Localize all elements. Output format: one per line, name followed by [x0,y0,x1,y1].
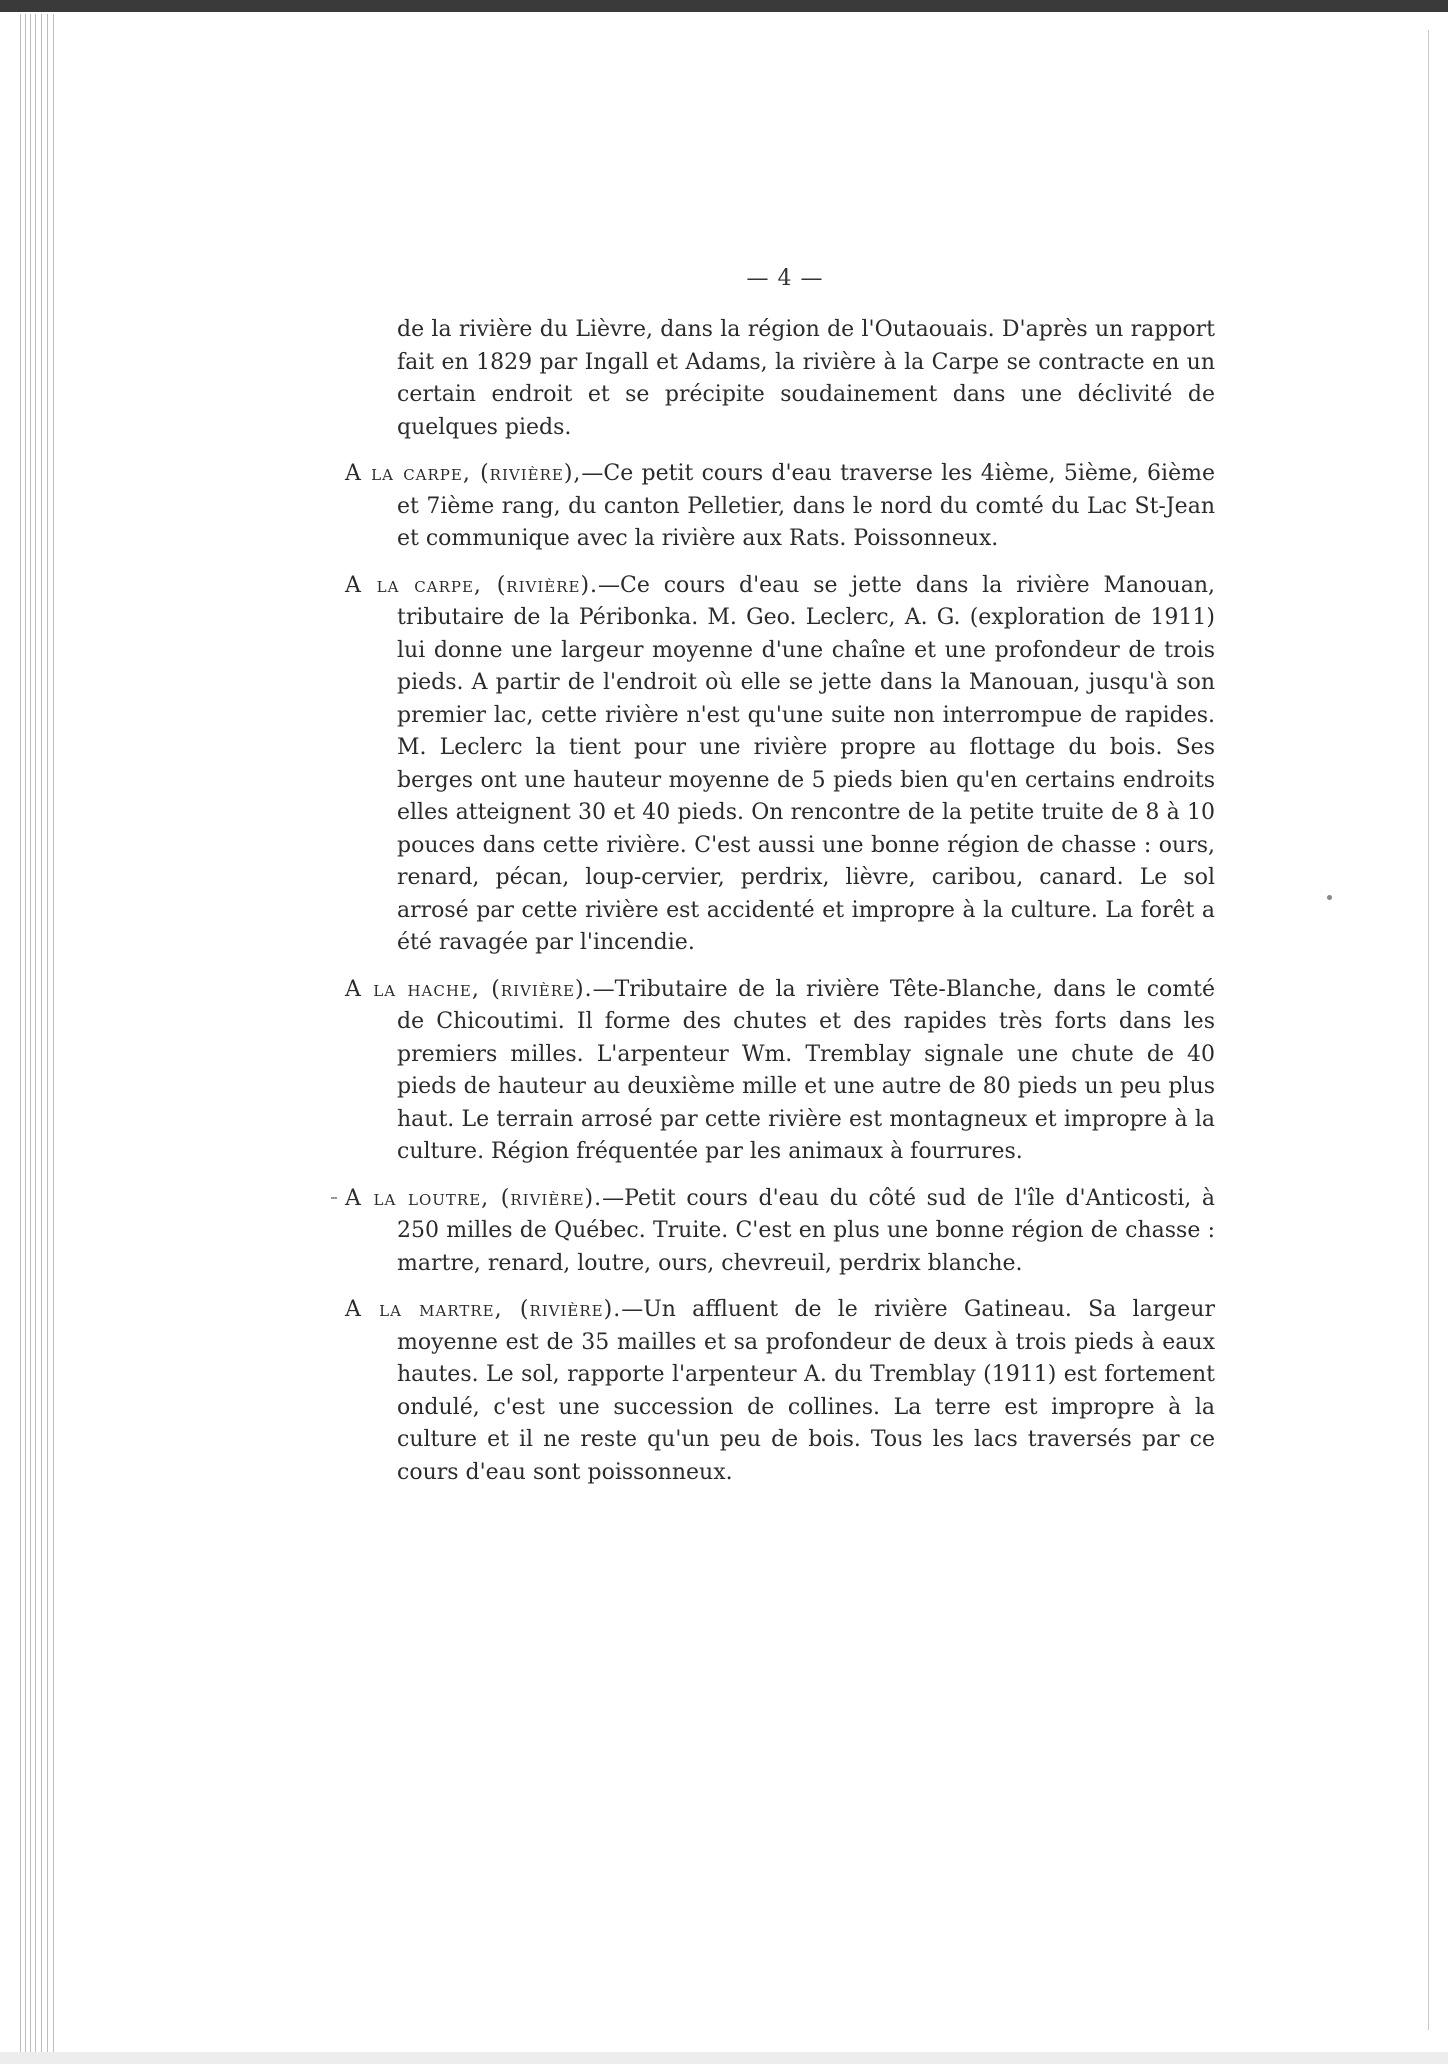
entry-loutre [345,1183,1215,1281]
scan-bottom-border [0,2052,1448,2064]
scan-left-page-edges [20,14,54,2054]
entry-carpe-pelletier [345,458,1215,556]
page-body [345,314,1215,1503]
paragraph-text: de la rivière du Lièvre, dans la région de l'Outaouais. D'après un rapport fait en 1829 par Ingall et Adams, la rivière à la Carpe se contracte en un certain endroit et se précipite soudainement dans une déclivité de quelques pieds. [397,317,1215,440]
entry-text: —Tributaire de la rivière Tête-Blanche, dans le comté de Chicoutimi. Il forme des chutes et des rapides très forts dans les premiers milles. L'arpenteur Wm. Tremblay signale une chute de 40 pieds de hauteur au deuxième mille et une autre de 80 pieds un peu plus haut. Le terrain arrosé par cette rivière est montagneux et impropre à la culture. Région fréquentée par les animaux à fourrures. [397,976,1215,1164]
entry-heading: A la carpe, (rivière), [345,461,582,486]
entry-heading: A la hache, (rivière). [345,976,593,1002]
entry-martre [345,1294,1215,1489]
entry-carpe-manouan [345,570,1215,960]
entry-heading: A la martre, (rivière). [345,1297,622,1322]
scan-top-border [0,0,1448,12]
entry-heading: A la carpe, (rivière). [345,572,599,598]
entry-text: —Ce cours d'eau se jette dans la rivière Manouan, tributaire de la Péribonka. M. Geo. Leclerc, A. G. (exploration de 1911) lui donne une largeur moyenne d'une chaîne et une profondeur de trois pieds. A partir de l'endroit où elle se jette dans la Manouan, jusqu'à son premier lac, cette rivière n'est qu'une suite non interrompue de rapides. M. Leclerc la tient pour une rivière propre au flottage du bois. Ses berges ont une hauteur moyenne de 5 pieds bien qu'en certains endroits elles atteignent 30 et 40 pieds. On rencontre de la petite truite de 8 à 10 pouces dans cette rivière. C'est aussi une bonne région de chasse : ours, renard, pécan, loup-cervier, perdrix, lièvre, caribou, canard. Le sol arrosé par cette rivière est accidenté et impropre à la culture. La forêt a été ravagée par l'incendie. [397,572,1215,955]
scan-margin-mark [331,1197,337,1199]
page-number: — 4 — [746,266,824,291]
entry-text: —Un affluent de le rivière Gatineau. Sa largeur moyenne est de 35 mailles et sa profondeur de deux à trois pieds à eaux hautes. Le sol, rapporte l'arpenteur A. du Tremblay (1911) est fortement ondulé, c'est une succession de collines. La terre est impropre à la culture et il ne reste qu'un peu de bois. Tous les lacs traversés par ce cours d'eau sont poissonneux. [397,1297,1215,1485]
scan-speck [1327,895,1332,900]
entry-heading: A la loutre, (rivière). [345,1185,603,1211]
continued-paragraph [345,314,1215,444]
entry-text: —Ce petit cours d'eau traverse les 4ième, 5ième, 6ième et 7ième rang, du canton Pelletier, dans le nord du comté du Lac St-Jean et communique avec la rivière aux Rats. Poissonneux. [397,461,1215,551]
entry-text: —Petit cours d'eau du côté sud de l'île d'Anticosti, à 250 milles de Québec. Truite. C'est en plus une bonne région de chasse : martre, renard, loutre, ours, chevreuil, perdrix blanche. [397,1185,1216,1276]
scan-right-page-edge [1428,30,1429,2030]
entry-hache [345,974,1215,1169]
